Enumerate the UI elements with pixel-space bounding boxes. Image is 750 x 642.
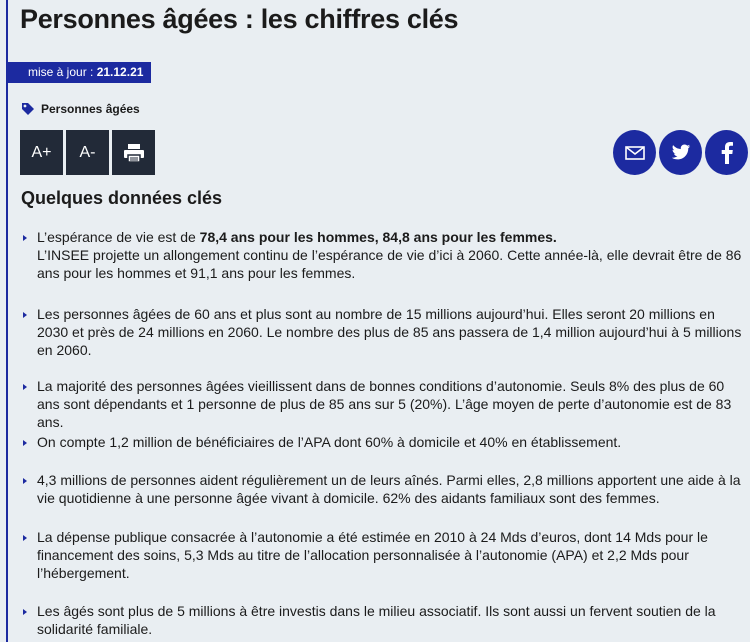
- section-title: Quelques données clés: [21, 188, 223, 208]
- fact-text: Les personnes âgées de 60 ans et plus sont au nombre de 15 millions aujourd’hui. Elles seront 20 millions en 2030 et près de 24 millions en 2060. Le nombre des plus de 85 ans passera de 1,4 million aujourd’hui à 5 millions en 2060.: [37, 306, 742, 358]
- left-accent-rule: [6, 0, 8, 642]
- text-tools: [20, 130, 155, 175]
- share-facebook-button[interactable]: [705, 130, 748, 175]
- update-label: mise à jour :: [28, 65, 97, 79]
- list-item: [22, 602, 747, 638]
- share-buttons: [613, 130, 748, 175]
- fact-text: On compte 1,2 million de bénéficiaires de l’APA dont 60% à domicile et 40% en établissement.: [37, 434, 622, 450]
- fact-lead: L’espérance de vie est de: [37, 229, 200, 245]
- share-twitter-button[interactable]: [659, 130, 702, 175]
- fact-text: La dépense publique consacrée à l’autonomie a été estimée en 2010 à 24 Mds d’euros, dont 14 Mds pour le financement des soins, 5,3 Mds au titre de l’allocation personnalisée à l’autonomie (APA) et 2,2 Mds pour l’hébergement.: [37, 529, 708, 581]
- update-badge: [8, 62, 151, 83]
- fact-text: 4,3 millions de personnes aident régulièrement un de leurs aînés. Parmi elles, 2,8 millions apportent une aide à la vie quotidienne à une personne âgée vivant à domicile. 62% des aidants familiaux sont des femmes.: [37, 472, 741, 506]
- print-button[interactable]: [112, 130, 155, 175]
- fact-text: L’INSEE projette un allongement continu de l’espérance de vie d’ici à 2060. Cette année-là, elle devrait être de 86 ans pour les hommes et 91,1 ans pour les femmes.: [37, 247, 742, 281]
- decrease-font-label: A-: [79, 143, 96, 161]
- list-item: [22, 471, 747, 507]
- increase-font-label: A+: [31, 143, 52, 161]
- tag-icon: [21, 102, 35, 116]
- fact-text: La majorité des personnes âgées vieillissent dans de bonnes conditions d’autonomie. Seuls 8% des plus de 60 ans sont dépendants et 1 personne de plus de 85 ans sur 5 (20%). L’âge moyen de perte d’autonomie est de 83 ans.: [37, 378, 732, 430]
- list-item: [22, 305, 747, 359]
- list-item: [22, 528, 747, 582]
- fact-text: Les âgés sont plus de 5 millions à être investis dans le milieu associatif. Ils sont aussi un fervent soutien de la solidarité familiale.: [37, 603, 716, 637]
- list-item: [22, 377, 747, 431]
- decrease-font-button[interactable]: [66, 130, 109, 175]
- topic-tag-label: Personnes âgées: [41, 102, 140, 116]
- update-date: 21.12.21: [96, 65, 144, 79]
- envelope-icon: [625, 146, 645, 160]
- topic-tag[interactable]: [21, 102, 140, 116]
- print-icon: [123, 143, 145, 163]
- list-item: [22, 228, 747, 282]
- twitter-icon: [671, 144, 691, 161]
- fact-highlight: 78,4 ans pour les hommes, 84,8 ans pour les femmes.: [199, 229, 557, 245]
- share-email-button[interactable]: [613, 130, 656, 175]
- page-title: Personnes âgées : les chiffres clés: [20, 4, 459, 34]
- increase-font-button[interactable]: [20, 130, 63, 175]
- list-item: [22, 433, 747, 451]
- facebook-icon: [721, 142, 733, 164]
